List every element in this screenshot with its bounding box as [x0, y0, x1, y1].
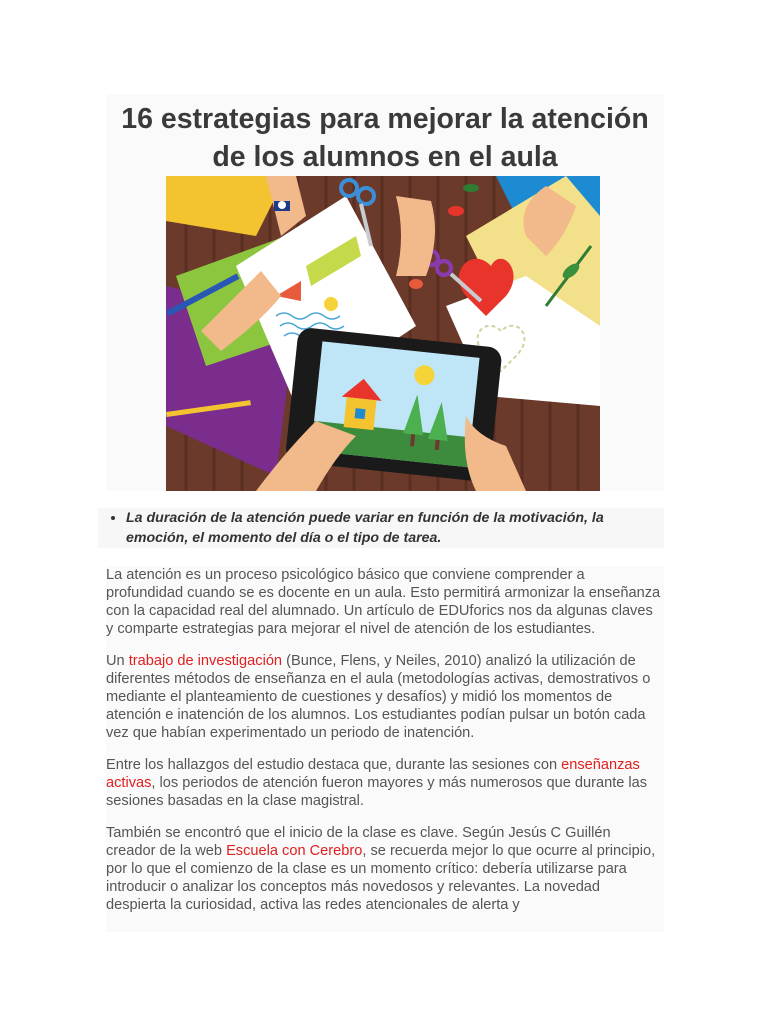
classroom-crafts-illustration	[166, 176, 600, 491]
link-research-work[interactable]: trabajo de investigación	[128, 653, 283, 669]
title-block	[106, 94, 664, 176]
title-line-1: 16 estrategias para mejorar la atención	[121, 103, 649, 135]
link-escuela-con-cerebro[interactable]: Escuela con Cerebro	[226, 843, 363, 859]
highlight-bullet	[98, 508, 664, 548]
paragraph-3	[106, 756, 664, 810]
link-active-teaching[interactable]: enseñanzas activas	[106, 757, 640, 791]
paragraph-3-end: , los periodos de atención fueron mayores y más numerosos que durante las sesiones basadas en la clase magistral.	[106, 775, 648, 809]
bullet-item: • La duración de la atención puede variar en función de la motivación, la emoción, el momento del día o el tipo de tarea.	[126, 508, 664, 548]
paragraph-2-end: (Bunce, Flens, y Neiles, 2010) analizó la utilización de diferentes métodos de enseñanza en el aula (metodologías activas, demostrativos o mediante el planteamiento de cuestiones y desafíos) y midió los momentos de atención e inatención de los alumnos. Los estudiantes podían pulsar un botón cada vez que habían experimentado un periodo de inatención.	[106, 653, 651, 741]
article-body	[106, 566, 664, 932]
title-line-2: de los alumnos en el aula	[212, 141, 558, 173]
bullet-list	[98, 508, 664, 548]
paragraph-1: La atención es un proceso psicológico básico que conviene comprender a profundidad cuando se es docente en un aula. Esto permitirá armonizar la enseñanza con la capacidad real del alumnado. Un artículo de EDUforics nos da algunas claves y comparte estrategias para mejorar el nivel de atención de los estudiantes.	[106, 567, 661, 637]
paragraph-4-start: También se encontró que el inicio de la clase es clave. Según Jesús C Guillén creador de la web	[106, 825, 611, 859]
hero-illustration	[106, 176, 664, 491]
paragraph-3-start: Entre los hallazgos del estudio destaca que, durante las sesiones con	[106, 757, 562, 773]
paragraph-4	[106, 824, 664, 914]
page-title	[106, 94, 664, 176]
paragraph-2-start: Un	[106, 653, 129, 669]
paragraph-4-end: , se recuerda mejor lo que ocurre al principio, por lo que el comienzo de la clase es un momento crítico: debería utilizarse para introducir o analizar los conceptos más novedosos y relevantes. La novedad despierta la curiosidad, activa las redes atencionales de alerta y	[106, 843, 656, 913]
paragraph-2	[106, 652, 664, 742]
